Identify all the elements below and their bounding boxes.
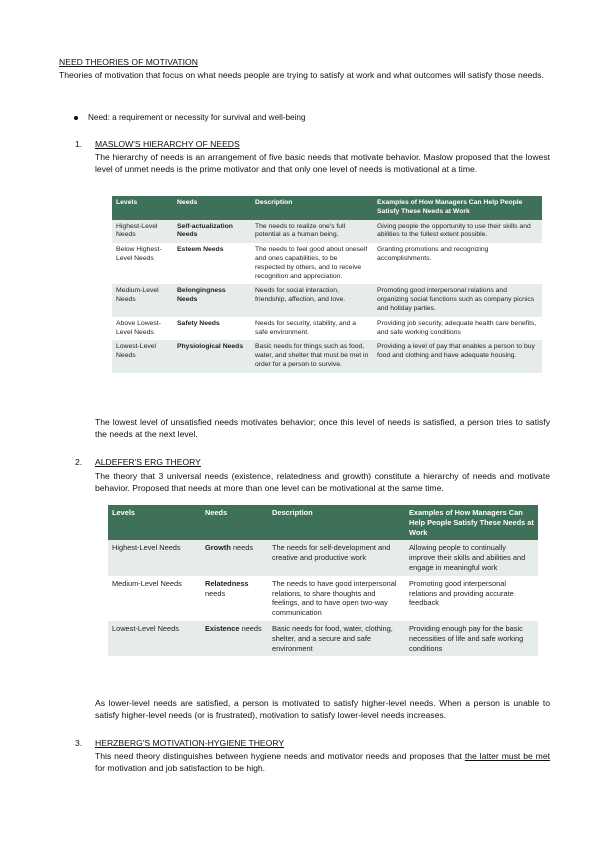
column-header: Needs — [201, 505, 268, 540]
table-cell: Providing enough pay for the basic necessities of life and safe working conditions — [405, 621, 538, 656]
table-cell: Physiological Needs — [173, 340, 251, 372]
table-cell: The needs to realize one's full potential as a human being. — [251, 220, 373, 244]
need-definition-bullet — [74, 112, 306, 124]
table-header-row — [112, 196, 542, 220]
table-row — [108, 576, 538, 621]
table-cell: Self-actualization Needs — [173, 220, 251, 244]
column-header: Description — [251, 196, 373, 220]
section-title-erg: ALDEFER'S ERG THEORY — [95, 457, 201, 467]
section-title-maslow: MASLOW'S HIERARCHY OF NEEDS — [95, 139, 240, 149]
column-header: Levels — [112, 196, 173, 220]
column-header: Needs — [173, 196, 251, 220]
need-definition-text: Need: a requirement or necessity for survival and well-being — [88, 113, 306, 122]
herzberg-text-start: This need theory distinguishes between hygiene needs and motivator needs and proposes that — [95, 751, 465, 761]
table-cell: Granting promotions and recognizing accomplishments. — [377, 246, 489, 262]
need-suffix: needs — [232, 543, 254, 553]
table-cell: Promoting good interpersonal relations and providing accurate feedback — [409, 578, 514, 608]
need-name: Existence — [205, 623, 240, 633]
herzberg-description — [95, 750, 550, 775]
herzberg-text-end: for motivation and job satisfaction to be high. — [95, 763, 266, 774]
intro-paragraph: Theories of motivation that focus on what needs people are trying to satisfy at work and what outcomes will satisfy those needs. — [59, 70, 544, 80]
table-cell: Providing job security, adequate health care benefits, and safe working conditions — [377, 319, 537, 336]
erg-summary: As lower-level needs are satisfied, a person is motivated to satisfy higher-level needs. When a person is unable to satisfy higher-level needs (or is frustrated), motivation to satisfy lower-level needs increases. — [95, 698, 550, 721]
table-cell: Highest-Level Needs — [112, 220, 173, 244]
table-row — [108, 540, 538, 575]
column-header: Description — [268, 505, 405, 540]
table-row — [112, 243, 542, 284]
table-cell: Safety Needs — [177, 319, 220, 327]
table-cell: Below Highest-Level Needs — [116, 246, 162, 262]
table-cell: Medium-Level Needs — [112, 284, 173, 316]
need-name: Relatedness — [205, 578, 249, 588]
table-cell: Basic needs for food, water, clothing, shelter, and a secure and safe environment — [268, 621, 405, 656]
section-title-herzberg: HERZBERG'S MOTIVATION-HYGIENE THEORY — [95, 738, 285, 748]
table-header-row — [108, 505, 538, 540]
table-cell: Providing a level of pay that enables a person to buy food and clothing and have adequate housing. — [373, 340, 542, 372]
column-header: Examples of How Managers Can Help People Satisfy These Needs at Work — [405, 505, 538, 540]
table-cell: Allowing people to continually improve their skills and abilities and engage in meaningful work — [405, 540, 538, 575]
column-header: Levels — [108, 505, 201, 540]
bullet-dot-icon — [74, 116, 78, 120]
table-cell: Esteem Needs — [177, 246, 224, 254]
maslow-description: The hierarchy of needs is an arrangement of five basic needs that motivate behavior. Maslow proposed that the lowest level of unmet needs is the prime motivator and that only one level of needs is motivational at a time. — [95, 152, 550, 175]
table-row — [112, 340, 542, 372]
table-cell: Lowest-Level Needs — [112, 340, 173, 372]
table-cell — [201, 540, 268, 575]
table-cell: Basic needs for things such as food, water, and shelter that must be met in order for a person to survive. — [251, 340, 373, 372]
table-cell: Needs for security, stability, and a safe environment. — [255, 319, 356, 336]
table-cell: The needs to have good interpersonal relations, to share thoughts and feelings, and to have open two-way communication — [272, 578, 397, 618]
section-number: 2. — [75, 457, 83, 467]
section-number: 3. — [75, 738, 83, 748]
maslow-table — [112, 196, 542, 373]
table-cell: Medium-Level Needs — [112, 578, 182, 588]
table-row — [112, 284, 542, 316]
erg-table — [108, 505, 538, 656]
table-cell: The needs to feel good about oneself and ones capabilities, to be respected by others, and to receive recognition and appreciation. — [255, 246, 368, 280]
table-cell: Above Lowest-Level Needs — [116, 319, 161, 336]
table-row — [112, 317, 542, 341]
table-cell: Promoting good interpersonal relations and organizing social functions such as company picnics and holiday parties. — [373, 284, 542, 316]
table-row — [108, 621, 538, 656]
table-cell: The needs for self-development and creative and productive work — [268, 540, 405, 575]
need-name: Growth — [205, 543, 231, 553]
table-cell: Highest-Level Needs — [108, 540, 201, 575]
maslow-summary: The lowest level of unsatisfied needs motivates behavior; once this level of needs is satisfied, a person tries to satisfy the needs at the next level. — [95, 417, 550, 440]
table-cell: Needs for social interaction, friendship, affection, and love. — [251, 284, 373, 316]
table-cell: Lowest-Level Needs — [108, 621, 201, 656]
need-suffix: needs — [241, 623, 262, 633]
herzberg-underlined-phrase: the latter must be met — [464, 751, 551, 761]
table-cell — [201, 576, 268, 621]
section-number: 1. — [75, 139, 83, 149]
erg-description: The theory that 3 universal needs (existence, relatedness and growth) constitute a hierarchy of needs and motivate behavior. Proposed that needs at more than one level can be motivational at the same time. — [95, 471, 550, 494]
column-header: Examples of How Managers Can Help People Satisfy These Needs at Work — [373, 196, 542, 220]
page-heading: NEED THEORIES OF MOTIVATION — [59, 57, 198, 67]
need-suffix: needs — [205, 588, 226, 598]
table-cell — [201, 621, 268, 656]
table-cell: Giving people the opportunity to use their skills and abilities to the fullest extent possible. — [373, 220, 542, 244]
table-row — [112, 220, 542, 244]
table-cell: Belongingness Needs — [173, 284, 251, 316]
